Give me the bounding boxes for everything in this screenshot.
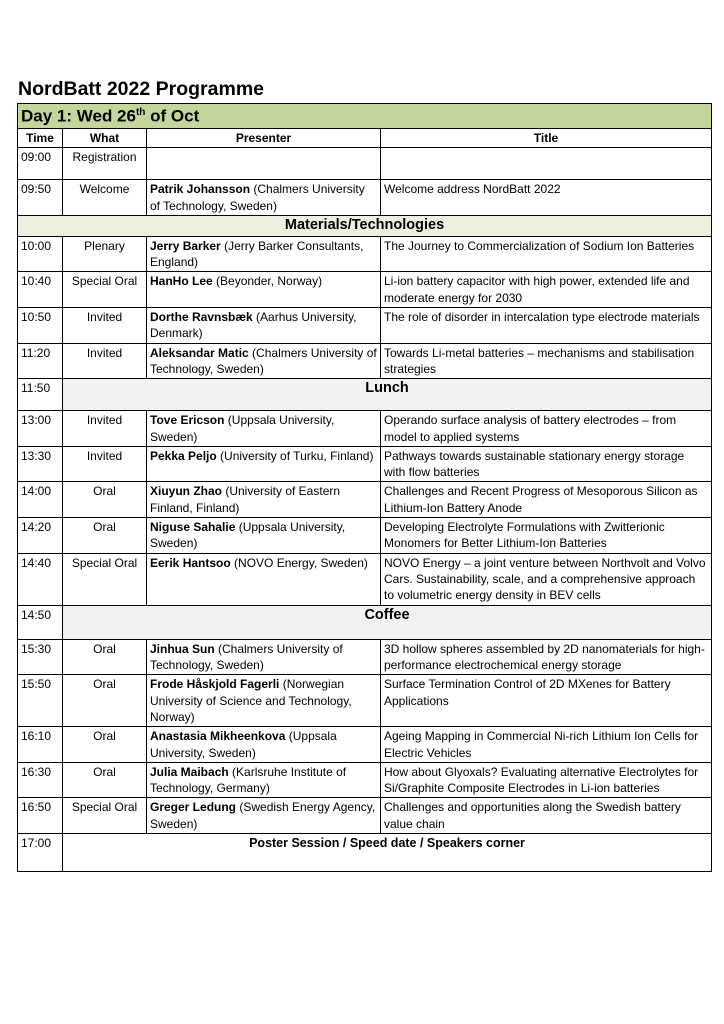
what-cell: [63, 180, 147, 216]
time-cell: [18, 727, 63, 763]
time-cell-text: 11:20: [21, 345, 51, 360]
time-cell: [18, 798, 63, 834]
presenter-affiliation: (Jerry Barker Consultants, England): [150, 238, 364, 270]
time-cell: [18, 605, 63, 639]
presenter-cell: [147, 148, 381, 180]
time-cell: [18, 639, 63, 675]
presenter-affiliation: (Karlsruhe Institute of Technology, Germany): [150, 764, 347, 796]
time-cell-text: 14:40: [21, 555, 52, 570]
presenter-name: Jinhua Sun: [150, 641, 215, 656]
presenter-name: Anastasia Mikheenkova: [150, 729, 286, 744]
title-cell-text: Operando surface analysis of battery electrodes – from model to applied systems: [384, 413, 677, 444]
table-row: [18, 639, 712, 675]
presenter-affiliation: (Uppsala University, Sweden): [150, 729, 337, 760]
presenter-cell: [147, 553, 381, 605]
presenter-cell: [147, 518, 381, 554]
title-cell-text: Developing Electrolyte Formulations with Zwitterionic Monomers for Better Lithium-Ion Batteries: [384, 520, 665, 551]
title-cell: [381, 553, 712, 605]
time-cell-text: 13:30: [21, 448, 52, 463]
time-cell: [18, 553, 63, 605]
what-cell: [63, 482, 147, 518]
table-row: [18, 236, 712, 272]
table-row: [18, 308, 712, 344]
title-cell-text: Li-ion battery capacitor with high power, extended life and moderate energy for 2030: [384, 274, 690, 305]
column-header-row: [18, 129, 712, 148]
table-row: [18, 798, 712, 834]
time-cell-text: 11:50: [21, 381, 51, 396]
time-cell-text: 15:50: [21, 677, 52, 692]
time-cell-text: 16:10: [21, 729, 52, 744]
poster-row: [18, 834, 712, 872]
time-cell-text: 10:00: [21, 238, 52, 253]
what-cell-text: Welcome: [79, 182, 130, 197]
what-cell: [63, 553, 147, 605]
presenter-affiliation: (Chalmers University of Technology, Sweden): [150, 182, 365, 213]
title-cell: [381, 343, 712, 379]
presenter-cell: [147, 727, 381, 763]
time-cell: [18, 180, 63, 216]
table-row: [18, 411, 712, 447]
header-time: Time: [18, 129, 63, 148]
presenter-affiliation: (Swedish Energy Agency, Sweden): [150, 800, 376, 831]
time-cell-text: 15:30: [21, 641, 52, 656]
presenter-cell: [147, 411, 381, 447]
what-cell: [63, 798, 147, 834]
presenter-name: Pekka Peljo: [150, 448, 217, 463]
poster-label: [63, 834, 712, 872]
presenter-name: Eerik Hantsoo: [150, 555, 231, 570]
what-cell: [63, 639, 147, 675]
day-header-row: [18, 104, 712, 129]
time-cell: [18, 446, 63, 482]
time-cell-text: 17:00: [21, 836, 52, 851]
presenter-cell: [147, 639, 381, 675]
table-row: [18, 180, 712, 216]
break-row: [18, 605, 712, 639]
presenter-affiliation: (NOVO Energy, Sweden): [230, 555, 368, 570]
time-cell: [18, 675, 63, 727]
table-row: [18, 553, 712, 605]
break-label-text: Lunch: [365, 380, 409, 397]
what-cell-text: Oral: [93, 677, 116, 692]
time-cell: [18, 762, 63, 798]
time-cell: [18, 236, 63, 272]
presenter-affiliation: (Norwegian University of Science and Technology, Norway): [150, 677, 352, 724]
section-title-text: Materials/Technologies: [284, 216, 445, 233]
presenter-name: Dorthe Ravnsbæk: [150, 310, 253, 325]
what-cell-text: Plenary: [84, 238, 125, 253]
presenter-cell: [147, 798, 381, 834]
what-cell-text: Invited: [86, 413, 123, 428]
title-cell: [381, 727, 712, 763]
page-title: NordBatt 2022 Programme: [18, 78, 264, 100]
title-cell: [381, 148, 712, 180]
title-cell: [381, 411, 712, 447]
what-cell: [63, 148, 147, 180]
time-cell: [18, 411, 63, 447]
day-month: of Oct: [145, 106, 200, 126]
presenter-name: Frode Håskjold Fagerli: [150, 677, 280, 692]
time-cell-text: 14:20: [21, 520, 52, 535]
time-cell: [18, 379, 63, 411]
what-cell: [63, 762, 147, 798]
what-cell-text: Oral: [93, 520, 116, 535]
what-cell-text: Oral: [93, 729, 116, 744]
time-cell: [18, 518, 63, 554]
what-cell-text: Special Oral: [71, 555, 138, 570]
what-cell: [63, 272, 147, 308]
time-cell-text: 09:00: [21, 150, 52, 165]
programme-table: [17, 103, 712, 872]
what-cell-text: Special Oral: [71, 274, 138, 289]
title-cell-text: Challenges and Recent Progress of Mesoporous Silicon as Lithium-Ion Battery Anode: [384, 484, 698, 515]
presenter-name: HanHo Lee: [150, 274, 213, 289]
time-cell: [18, 308, 63, 344]
title-cell: [381, 272, 712, 308]
presenter-name: Julia Maibach: [150, 764, 229, 779]
table-row: [18, 762, 712, 798]
title-cell: [381, 675, 712, 727]
presenter-affiliation: (University of Turku, Finland): [216, 448, 374, 463]
time-cell-text: 14:50: [21, 607, 52, 622]
title-cell-text: The Journey to Commercialization of Sodium Ion Batteries: [384, 238, 695, 253]
what-cell: [63, 308, 147, 344]
what-cell: [63, 236, 147, 272]
time-cell-text: 09:50: [21, 182, 52, 197]
table-row: [18, 272, 712, 308]
presenter-cell: [147, 675, 381, 727]
title-cell-text: Challenges and opportunities along the Swedish battery value chain: [384, 800, 681, 831]
what-cell-text: Oral: [93, 484, 116, 499]
title-cell: [381, 639, 712, 675]
presenter-affiliation: (Beyonder, Norway): [212, 274, 323, 289]
title-cell-text: Surface Termination Control of 2D MXenes for Battery Applications: [384, 677, 671, 708]
presenter-name: Aleksandar Matic: [150, 345, 249, 360]
table-row: [18, 482, 712, 518]
break-label: [63, 605, 712, 639]
title-cell-text: The role of disorder in intercalation type electrode materials: [384, 310, 700, 325]
presenter-cell: [147, 762, 381, 798]
table-row: [18, 343, 712, 379]
table-row: [18, 148, 712, 180]
presenter-affiliation: (Chalmers University of Technology, Sweden): [150, 345, 377, 376]
what-cell: [63, 518, 147, 554]
time-cell: [18, 272, 63, 308]
presenter-name: Niguse Sahalie: [150, 520, 236, 535]
header-title: Title: [381, 129, 712, 148]
what-cell-text: Oral: [93, 641, 116, 656]
presenter-affiliation: (Chalmers University of Technology, Sweden): [150, 641, 343, 672]
time-cell: [18, 482, 63, 518]
header-what: What: [63, 129, 147, 148]
day-ordinal: th: [135, 107, 146, 118]
what-cell: [63, 343, 147, 379]
table-row: [18, 518, 712, 554]
title-cell: [381, 446, 712, 482]
time-cell-text: 10:50: [21, 310, 52, 325]
title-cell-text: Ageing Mapping in Commercial Ni-rich Lithium Ion Cells for Electric Vehicles: [384, 729, 699, 760]
what-cell: [63, 411, 147, 447]
day-header: [18, 104, 712, 129]
table-row: [18, 675, 712, 727]
what-cell: [63, 727, 147, 763]
presenter-cell: [147, 308, 381, 344]
presenter-cell: [147, 236, 381, 272]
day-label: Day 1: Wed 26: [21, 106, 136, 126]
presenter-cell: [147, 272, 381, 308]
title-cell: [381, 518, 712, 554]
time-cell: [18, 834, 63, 872]
title-cell: [381, 482, 712, 518]
title-cell: [381, 798, 712, 834]
table-row: [18, 727, 712, 763]
title-cell-text: Towards Li-metal batteries – mechanisms and stabilisation strategies: [384, 345, 695, 376]
presenter-affiliation: (University of Eastern Finland, Finland): [150, 484, 341, 515]
time-cell-text: 16:50: [21, 800, 52, 815]
what-cell: [63, 675, 147, 727]
what-cell: [63, 446, 147, 482]
presenter-cell: [147, 446, 381, 482]
what-cell-text: Invited: [86, 448, 123, 463]
title-cell-text: 3D hollow spheres assembled by 2D nanomaterials for high-performance electrochemical energy storage: [384, 641, 705, 672]
presenter-name: Xiuyun Zhao: [150, 484, 222, 499]
presenter-affiliation: (Aarhus University, Denmark): [150, 310, 357, 341]
title-cell-text: Welcome address NordBatt 2022: [384, 182, 561, 197]
what-cell-text: Registration: [72, 150, 137, 165]
presenter-cell: [147, 482, 381, 518]
time-cell-text: 10:40: [21, 274, 52, 289]
presenter-affiliation: (Uppsala University, Sweden): [150, 520, 346, 551]
presenter-name: Tove Ericson: [150, 413, 225, 428]
table-row: [18, 446, 712, 482]
what-cell-text: Oral: [93, 764, 116, 779]
title-cell: [381, 308, 712, 344]
time-cell-text: 14:00: [21, 484, 52, 499]
title-cell-text: NOVO Energy – a joint venture between Northvolt and Volvo Cars. Sustainability, scale, and a comprehensive approach to volumetric energy density in BEV cells: [384, 555, 706, 603]
what-cell-text: Special Oral: [71, 800, 138, 815]
poster-label-text: Poster Session / Speed date / Speakers corner: [249, 836, 525, 851]
presenter-name: Patrik Johansson: [150, 182, 251, 197]
title-cell-text: Pathways towards sustainable stationary energy storage with flow batteries: [384, 448, 685, 480]
break-row: [18, 379, 712, 411]
section-title: [18, 215, 712, 236]
time-cell-text: 13:00: [21, 413, 52, 428]
time-cell: [18, 148, 63, 180]
title-cell: [381, 762, 712, 798]
presenter-cell: [147, 343, 381, 379]
what-cell-text: Invited: [86, 310, 123, 325]
header-presenter: Presenter: [147, 129, 381, 148]
break-label: [63, 379, 712, 411]
section-row: [18, 215, 712, 236]
presenter-name: Greger Ledung: [150, 800, 237, 815]
title-cell: [381, 180, 712, 216]
title-cell-text: How about Glyoxals? Evaluating alternative Electrolytes for Si/Graphite Composite Electrodes in Li-ion batteries: [384, 764, 699, 796]
presenter-cell: [147, 180, 381, 216]
presenter-name: Jerry Barker: [150, 238, 221, 253]
break-label-text: Coffee: [364, 606, 410, 623]
time-cell-text: 16:30: [21, 764, 52, 779]
time-cell: [18, 343, 63, 379]
what-cell-text: Invited: [86, 345, 123, 360]
title-cell: [381, 236, 712, 272]
presenter-affiliation: (Uppsala University, Sweden): [150, 413, 335, 444]
